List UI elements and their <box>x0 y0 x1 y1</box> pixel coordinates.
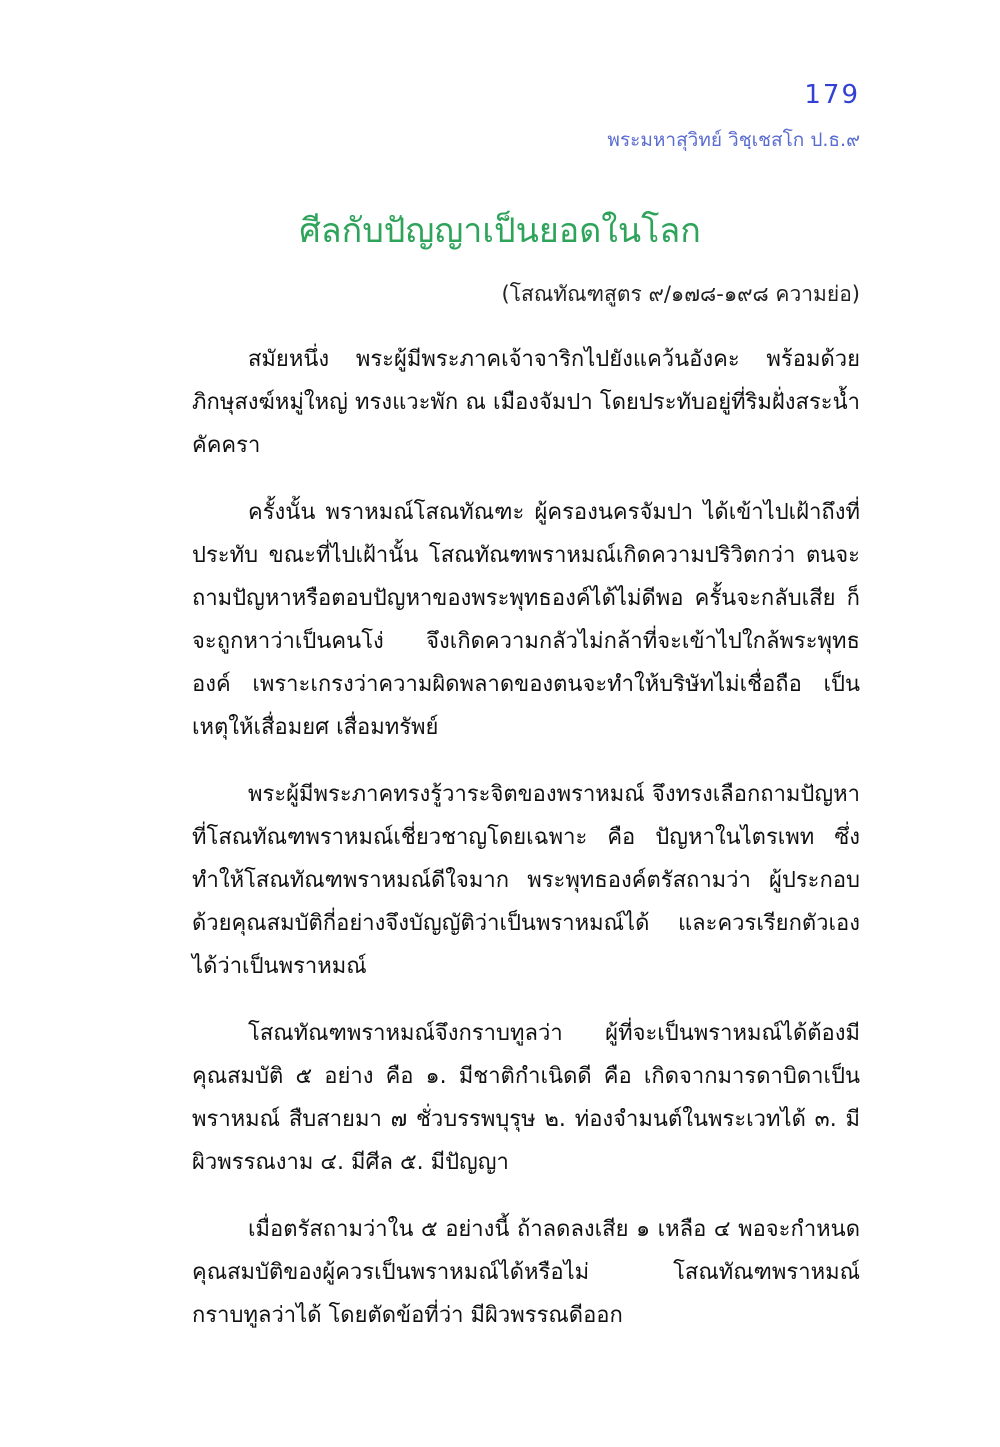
article-body <box>192 338 860 1361</box>
paragraph: พระผู้มีพระภาคทรงรู้วาระจิตของพราหมณ์ จึงทรงเลือกถามปัญหาที่โสณทัณฑพราหมณ์เชี่ยวชาญโดยเฉพาะ คือ ปัญหาในไตรเพท ซึ่งทำให้โสณทัณฑพราหมณ์ดีใจมาก พระพุทธองค์ตรัสถามว่า ผู้ประกอบด้วยคุณสมบัติกี่อย่างจึงบัญญัติว่าเป็นพราหมณ์ได้ และควรเรียกตัวเองได้ว่าเป็นพราหมณ์ <box>192 782 860 979</box>
paragraph: สมัยหนึ่ง พระผู้มีพระภาคเจ้าจาริกไปยังแคว้นอังคะ พร้อมด้วยภิกษุสงฆ์หมู่ใหญ่ ทรงแวะพัก ณ เมืองจัมปา โดยประทับอยู่ที่ริมฝั่งสระน้ำคัคครา <box>192 347 860 458</box>
page-number: 179 <box>804 80 860 110</box>
author-header: พระมหาสุวิทย์ วิชฺเชสโก ป.ธ.๙ <box>607 129 860 151</box>
article-title: ศีลกับปัญญาเป็นยอดในโลก <box>299 211 701 251</box>
paragraph: โสณทัณฑพราหมณ์จึงกราบทูลว่า ผู้ที่จะเป็นพราหมณ์ได้ต้องมีคุณสมบัติ ๕ อย่าง คือ ๑. มีชาติกำเนิดดี คือ เกิดจากมารดาบิดาเป็นพราหมณ์ สืบสายมา ๗ ชั่วบรรพบุรุษ ๒. ท่องจำมนต์ในพระเวทได้ ๓. มีผิวพรรณงาม ๔. มีศีล ๕. มีปัญญา <box>192 1021 860 1175</box>
source-reference: (โสณทัณฑสูตร ๙/๑๗๘-๑๙๘ ความย่อ) <box>501 282 860 306</box>
paragraph: ครั้งนั้น พราหมณ์โสณทัณฑะ ผู้ครองนครจัมปา ได้เข้าไปเฝ้าถึงที่ประทับ ขณะที่ไปเฝ้านั้น โสณทัณฑพราหมณ์เกิดความปริวิตกว่า ตนจะถามปัญหาหรือตอบปัญหาของพระพุทธองค์ได้ไม่ดีพอ ครั้นจะกลับเสีย ก็จะถูกหาว่าเป็นคนโง่ จึงเกิดความกลัวไม่กล้าที่จะเข้าไปใกล้พระพุทธองค์ เพราะเกรงว่าความผิดพลาดของตนจะทำให้บริษัทไม่เชื่อถือ เป็นเหตุให้เสื่อมยศ เสื่อมทรัพย์ <box>192 500 860 740</box>
paragraph: เมื่อตรัสถามว่าใน ๕ อย่างนี้ ถ้าลดลงเสีย ๑ เหลือ ๔ พอจะกำหนดคุณสมบัติของผู้ควรเป็นพราหมณ์ได้หรือไม่ โสณทัณฑพราหมณ์กราบทูลว่าได้ โดยตัดข้อที่ว่า มีผิวพรรณดีออก <box>192 1217 860 1328</box>
